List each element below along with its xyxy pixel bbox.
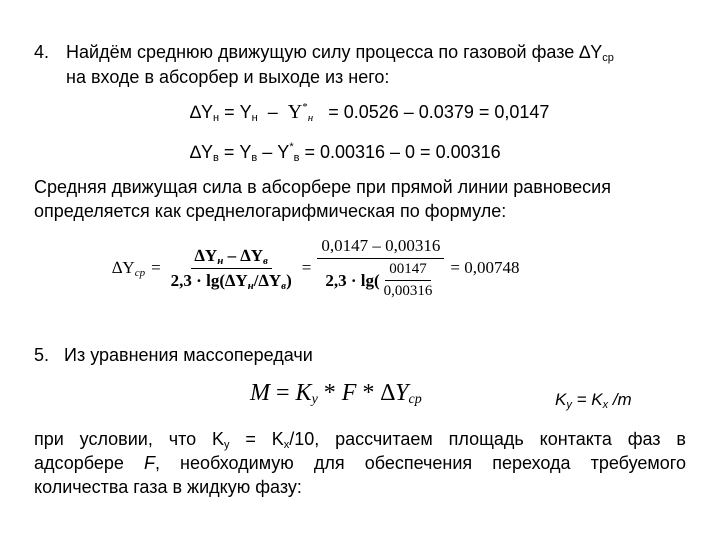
paragraph-2-line3: количества газа в жидкую фазу: (34, 477, 302, 497)
section-4-number: 4. (34, 42, 50, 62)
log-mean-formula: $\Delta Y_{ср}$ = $\frac{\Delta Y_н - \Delta Y_в}{2,3 \cdot \lg(\Delta Y_н/\Delta Y_в)}$ = 0,0147 – 0,00316 2,3 · lg( $\frac{00147}{0,00316}$ = 0,00748 (112, 236, 520, 299)
equation-delta-yn: $\Delta Y_н = Y_н - Y^*_н$ = 0.0526 – 0.0379 = 0,0147 (190, 101, 550, 124)
ky-kx-relation: $K_y = K_x$ /m (555, 390, 632, 411)
paragraph-1-line1: Средняя движущая сила в абсорбере при прямой линии равновесия (34, 177, 611, 197)
mass-transfer-equation: $M = K_y * F * \Delta Y_{cp}$ (250, 380, 422, 407)
section-5-heading: Из уравнения массопередачи (64, 345, 313, 365)
numeric-fraction: 0,0147 – 0,00316 2,3 · lg( $\frac{00147}{0,00316}$ (317, 236, 444, 300)
section-5-number: 5. (34, 345, 50, 365)
paragraph-1-line2: определяется как среднелогарифмическая по формуле: (34, 201, 507, 221)
paragraph-2-line1: при условии, что $K_y = K_x/10$, рассчитаем площадь контакта фаз в (34, 429, 686, 451)
equation-delta-yv: $\Delta Y_в = Y_в - Y^*_в = 0.00316 - 0 = 0.00316$ (190, 141, 501, 164)
paragraph-2-line2: адсорбере F, необходимую для обеспечения перехода требуемого (34, 453, 686, 473)
log-mean-fraction: $\frac{\Delta Y_н - \Delta Y_в}{2,3 \cdot \lg(\Delta Y_н/\Delta Y_в)}$ (170, 245, 292, 292)
section-4-heading-line1: Найдём среднюю движущую силу процесса по газовой фазе $\Delta Y_{ср}$ (66, 42, 614, 64)
section-4-heading-line2: на входе в абсорбер и выходе из него: (66, 67, 390, 87)
